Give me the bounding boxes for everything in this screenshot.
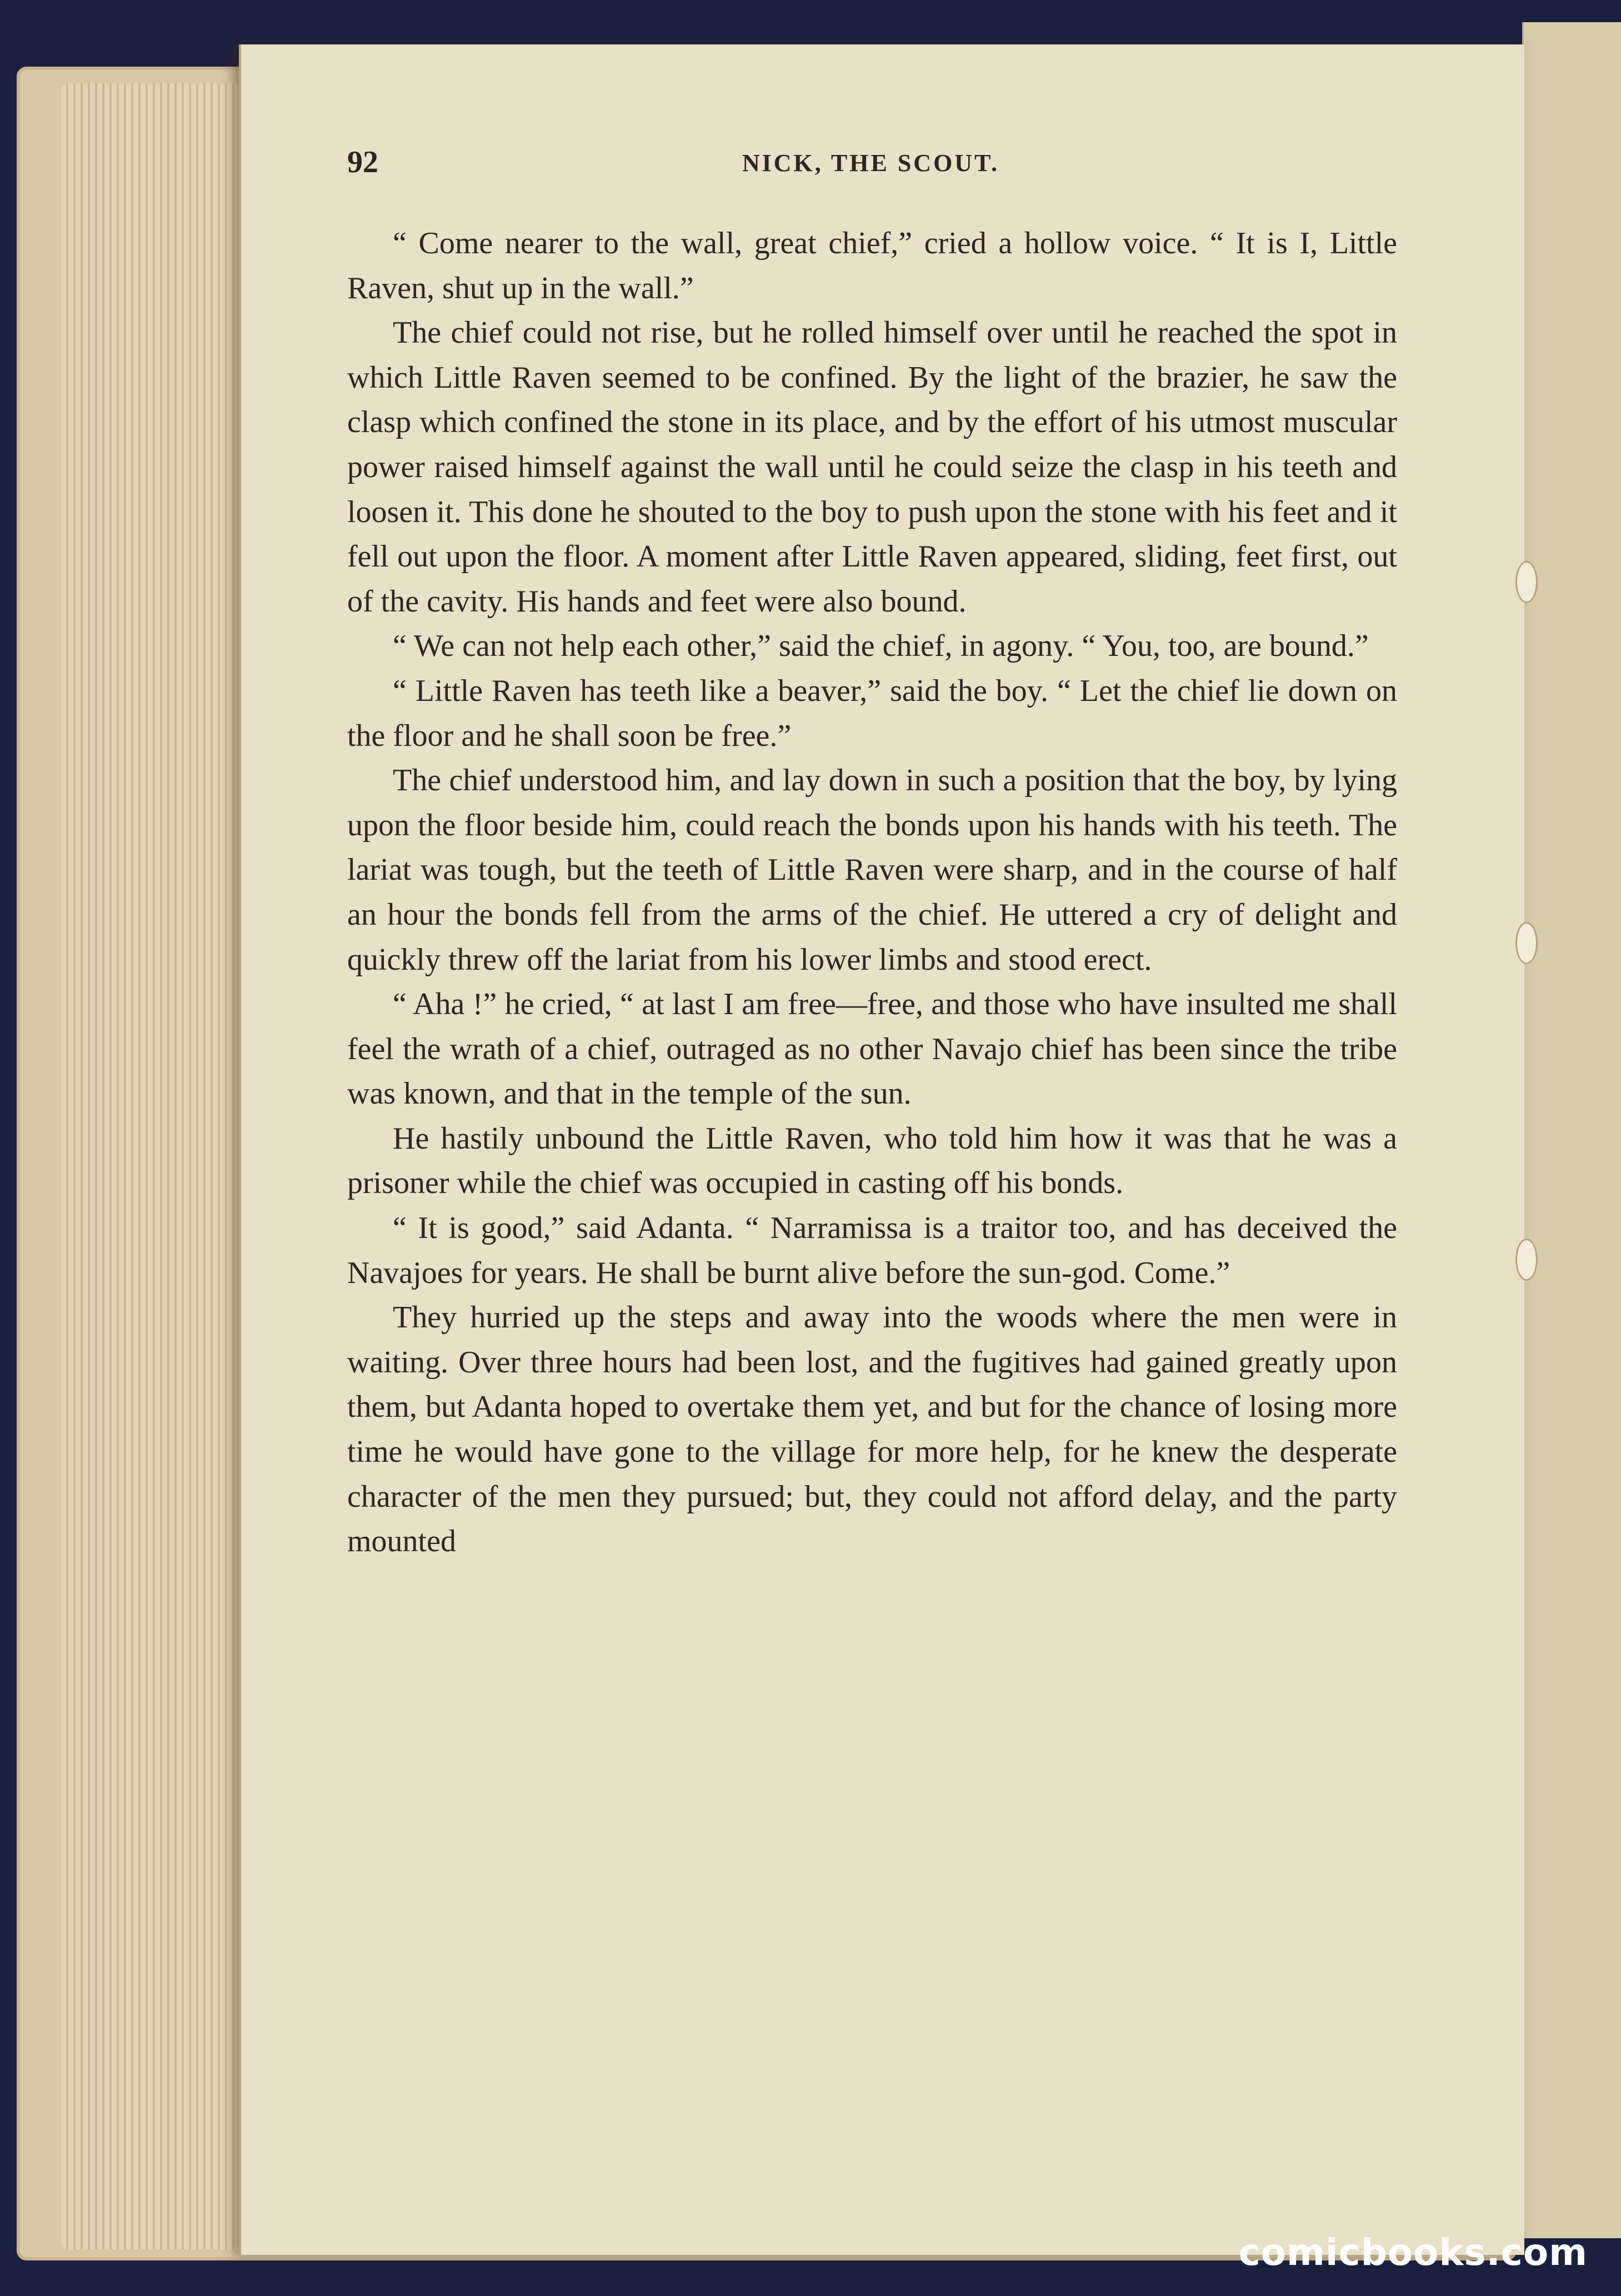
page-number: 92	[347, 145, 378, 179]
page-header	[347, 144, 1394, 189]
paragraph: “ Little Raven has teeth like a beaver,” said the boy. “ Let the chief lie down on the floor and he shall soon be free.”	[347, 673, 1397, 753]
paragraph: The chief could not rise, but he rolled himself over until he reached the spot in which Little Raven seemed to be confined. By the light of the brazier, he saw the clasp which confined the stone in its place, and by the effort of his utmost muscular power raised himself against the wall until he could seize the clasp in his teeth and loosen it. This done he shouted to the boy to push upon the stone with his feet and it fell out upon the floor. A moment after Little Raven appeared, sliding, feet first, out of the cavity. His hands and feet were also bound.	[347, 315, 1397, 619]
binding-hole	[1515, 561, 1538, 603]
page-edges	[61, 83, 244, 2249]
watermark-text: comicbooks.com	[1238, 2231, 1588, 2274]
paragraph: “ Come nearer to the wall, great chief,” cried a hollow voice. “ It is I, Little Raven, shut up in the wall.”	[347, 226, 1397, 305]
facing-page-edge	[1522, 22, 1621, 2238]
paragraph: “ It is good,” said Adanta. “ Narramissa is a traitor too, and has deceived the Navajoes for years. He shall be burnt alive before the sun-god. Come.”	[347, 1211, 1397, 1290]
paragraph: “ Aha !” he cried, “ at last I am free—free, and those who have insulted me shall feel the wrath of a chief, outraged as no other Navajo chief has been since the tribe was known, and that in the temple of the sun.	[347, 987, 1397, 1111]
binding-hole	[1515, 1239, 1538, 1281]
body-text	[347, 221, 1397, 1564]
paragraph: The chief understood him, and lay down in such a position that the boy, by lying upon the floor beside him, could reach the bonds upon his hands with his teeth. The lariat was tough, but the teeth of Little Raven were sharp, and in the course of half an hour the bonds fell from the arms of the chief. He uttered a cry of delight and quickly threw off the lariat from his lower limbs and stood erect.	[347, 763, 1397, 977]
binding-hole	[1515, 922, 1538, 964]
paragraph: He hastily unbound the Little Raven, who told him how it was that he was a prisoner while the chief was occupied in casting off his bonds.	[347, 1121, 1397, 1201]
paragraph: They hurried up the steps and away into the woods where the men were in waiting. Over three hours had been lost, and the fugitives had gained greatly upon them, but Adanta hoped to overtake them yet, and but for the chance of losing more time he would have gone to the village for more help, for he knew the desperate character of the men they pursued; but, they could not afford delay, and the party mounted	[347, 1300, 1397, 1559]
paragraph: “ We can not help each other,” said the chief, in agony. “ You, too, are bound.”	[393, 629, 1369, 664]
running-head: NICK, THE SCOUT.	[742, 149, 1000, 177]
